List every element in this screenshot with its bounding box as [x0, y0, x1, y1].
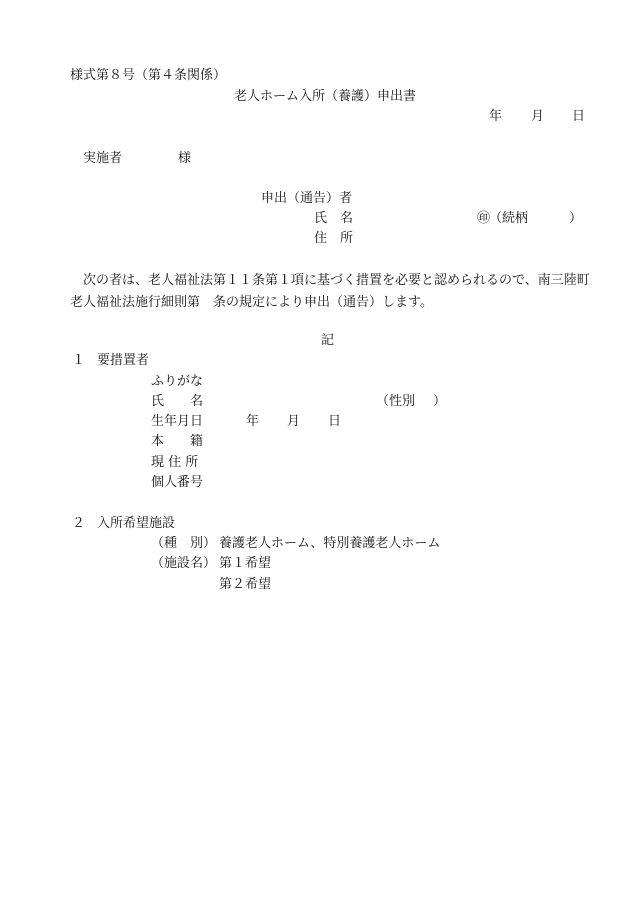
person-name-label: 氏 名	[151, 394, 204, 409]
birth-year-label: 年	[246, 414, 260, 429]
date-year-label: 年	[489, 109, 503, 124]
furigana-label: ふりがな	[151, 374, 204, 389]
facility-type-value: 養護老人ホーム、特別養護老人ホーム	[219, 536, 441, 551]
section2-number: ２	[72, 516, 86, 531]
birth-month-label: 月	[287, 414, 301, 429]
addressee-honorific: 様	[178, 151, 192, 166]
applicant-name-label: 氏 名	[314, 211, 354, 226]
form-title: 老人ホーム入所（養護）申出書	[234, 89, 417, 104]
section1-title: 要措置者	[97, 353, 150, 368]
domicile-label: 本 籍	[151, 434, 204, 449]
first-choice-label: 第１希望	[219, 556, 272, 571]
facility-type-label: （種 別）	[151, 536, 217, 551]
current-address-label: 現 住 所	[151, 455, 199, 470]
section2-title: 入所希望施設	[97, 516, 176, 531]
birth-day-label: 日	[328, 414, 342, 429]
form-number: 様式第８号（第４条関係）	[70, 68, 227, 83]
addressee-label: 実施者	[83, 151, 123, 166]
body-paragraph: 次の者は、老人福祉法第１１条第１項に基づく措置を必要と認められるので、南三陸町老人福祉法施行細則第 条の規定により申出（通告）します。	[70, 273, 590, 310]
second-choice-label: 第２希望	[219, 577, 272, 592]
section1-number: １	[72, 353, 86, 368]
relation-open: （続柄	[489, 211, 529, 226]
sex-close: ）	[433, 394, 447, 409]
personal-number-label: 個人番号	[151, 475, 204, 490]
date-month-label: 月	[531, 109, 545, 124]
applicant-heading: 申出（通告）者	[261, 191, 353, 206]
birthdate-label: 生年月日	[151, 414, 204, 429]
record-mark: 記	[321, 333, 335, 348]
date-day-label: 日	[572, 109, 586, 124]
seal-mark: ㊞	[477, 211, 491, 226]
applicant-address-label: 住 所	[314, 231, 354, 246]
facility-name-label: （施設名）	[151, 556, 217, 571]
sex-open: （性別	[376, 394, 416, 409]
relation-close: ）	[569, 211, 583, 226]
